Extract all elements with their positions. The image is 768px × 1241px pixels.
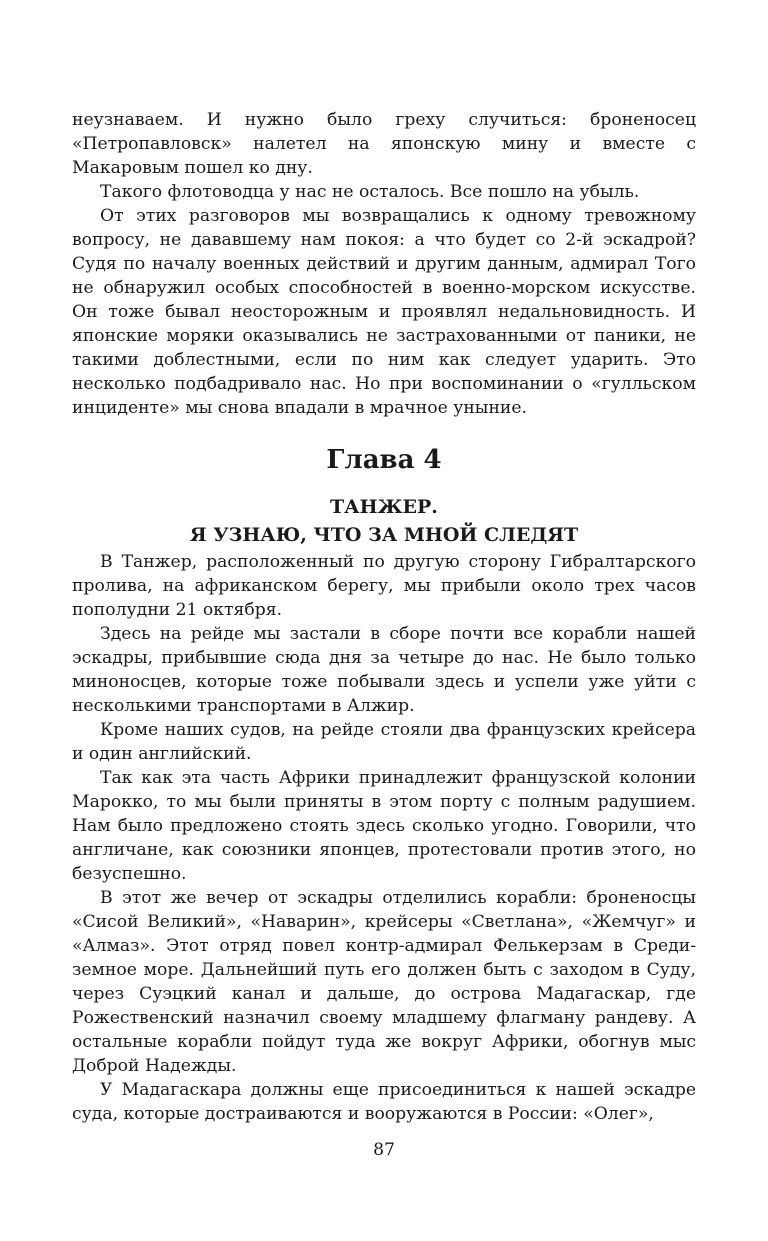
paragraph: Такого флотоводца у нас не осталось. Все пошло на убыль.: [100, 182, 640, 202]
paragraphs-before: [72, 108, 696, 420]
paragraph: В этот же вечер от эскадры отделились корабли: броненосцы «Сисой Великий», «Наварин», крейсеры «Светлана», «Жемчуг» и «Алмаз». Этот отряд повел контр-адмирал Фелькерзам в Средиземное море. Дальнейший путь его должен быть с заходом в Суду, через Суэцкий канал и дальше, до острова Мадагаскар, где Рожественский назначил своему младшему флагману рандеву. А остальные корабли пойдут туда же вокруг Африки, обогнув мыс Доброй Надежды.: [72, 888, 696, 1076]
paragraph: В Танжер, расположенный по другую сторону Гибралтарского пролива, на африканском берегу, мы прибыли около трех часов пополудни 21 октября.: [72, 552, 696, 620]
page-body: [72, 108, 696, 1126]
paragraph: Так как эта часть Африки принадлежит французской колонии Марокко, то мы были приняты в этом порту с полным радушием. Нам было предложено стоять здесь сколько угодно. Говорили, что англичане, как союзники японцев, протестовали против этого, но безуспешно.: [72, 768, 696, 884]
chapter-subtitle-line-2: Я УЗНАЮ, ЧТО ЗА МНОЙ СЛЕДЯТ: [189, 524, 579, 546]
paragraph: От этих разговоров мы возвращались к одному тревожному вопросу, не дававшему нам покоя: а что будет со 2-й эскадрой? Судя по началу военных действий и другим данным, адмирал Того не обнаружил особых способностей в военно-морском искусстве. Он тоже бывал неосторожным и проявлял недальновидность. И японские моряки оказывались не застрахованными от паники, не такими доблестными, если по ним как следует ударить. Это несколько подбадривало нас. Но при воспоминании о «гулльском инциденте» мы снова впадали в мрачное уныние.: [72, 206, 696, 418]
paragraph: Кроме наших судов, на рейде стояли два французских крейсера и один английский.: [72, 720, 696, 764]
chapter-title: Глава 4: [326, 445, 442, 475]
paragraphs-after: [72, 550, 696, 1126]
page-number: 87: [373, 1140, 395, 1160]
paragraph: Здесь на рейде мы застали в сборе почти все корабли нашей эскадры, прибывшие сюда дня за четыре до нас. Не было только миноносцев, которые тоже побывали здесь и успели уже уйти с несколькими транспортами в Алжир.: [72, 624, 696, 716]
paragraph: неузнаваем. И нужно было греху случиться: броненосец «Петропавловск» налетел на японскую мину и вместе с Макаровым пошел ко дну.: [72, 110, 696, 178]
chapter-subtitle-line-1: ТАНЖЕР.: [330, 496, 438, 518]
paragraph: У Мадагаскара должны еще присоединиться к нашей эскадре суда, которые достраиваются и вооружаются в России: «Олег»,: [72, 1080, 696, 1124]
